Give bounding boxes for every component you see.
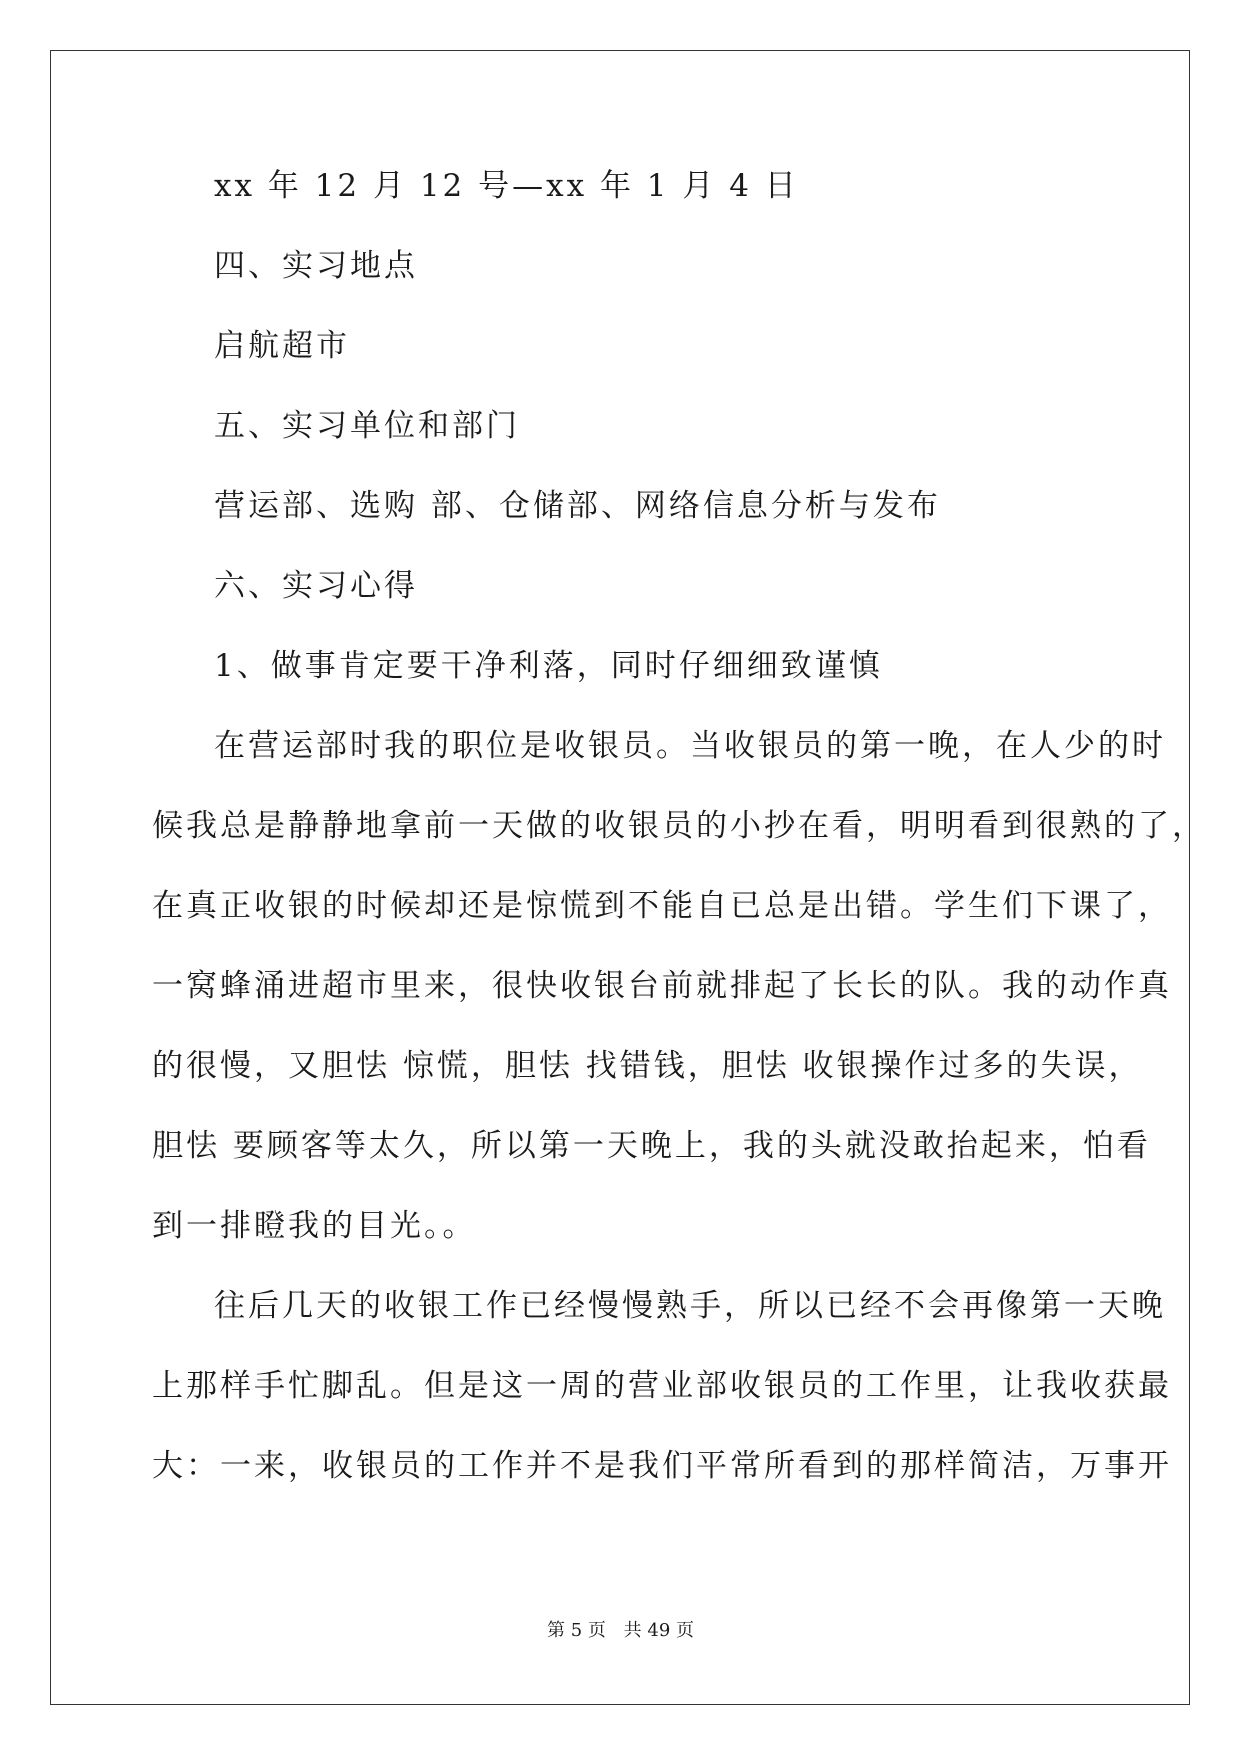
document-body [152, 166, 1206, 1486]
section-heading-experience: 六、实习心得 [214, 568, 418, 604]
paragraph-line: 在营运部时我的职位是收银员。当收银员的第一晚，在人少的时 [214, 728, 1166, 764]
section-heading-location: 四、实习地点 [214, 248, 418, 284]
paragraph-line: 胆怯 要顾客等太久，所以第一天晚上，我的头就没敢抬起来，怕看 [152, 1128, 1151, 1164]
page-footer [0, 1619, 1241, 1643]
page-number: 第 5 页 [547, 1620, 606, 1641]
total-pages: 共 49 页 [623, 1620, 694, 1641]
paragraph-line: 在真正收银的时候却还是惊慌到不能自已总是出错。学生们下课了， [152, 888, 1172, 924]
paragraph-line: 到一排瞪我的目光。。 [152, 1208, 477, 1244]
location-text: 启航超市 [214, 328, 350, 364]
paragraph-line: 上那样手忙脚乱。但是这一周的营业部收银员的工作里，让我收获最 [152, 1368, 1172, 1404]
date-range-line: xx 年 12 月 12 号—xx 年 1 月 4 日 [214, 168, 799, 204]
paragraph-line: 的很慢，又胆怯 惊慌，胆怯 找错钱，胆怯 收银操作过多的失误， [152, 1048, 1143, 1084]
paragraph-line: 大：一来，收银员的工作并不是我们平常所看到的那样简洁，万事开 [152, 1448, 1172, 1484]
section-heading-departments: 五、实习单位和部门 [214, 408, 520, 444]
paragraph-line: 一窝蜂涌进超市里来，很快收银台前就排起了长长的队。我的动作真 [152, 968, 1172, 1004]
departments-text: 营运部、选购 部、仓储部、网络信息分析与发布 [214, 488, 941, 524]
paragraph-line: 往后几天的收银工作已经慢慢熟手，所以已经不会再像第一天晚 [214, 1288, 1166, 1324]
paragraph-line: 候我总是静静地拿前一天做的收银员的小抄在看，明明看到很熟的了， [152, 808, 1206, 844]
subheading-point-1: 1、做事肯定要干净利落，同时仔细细致谨慎 [214, 648, 883, 684]
